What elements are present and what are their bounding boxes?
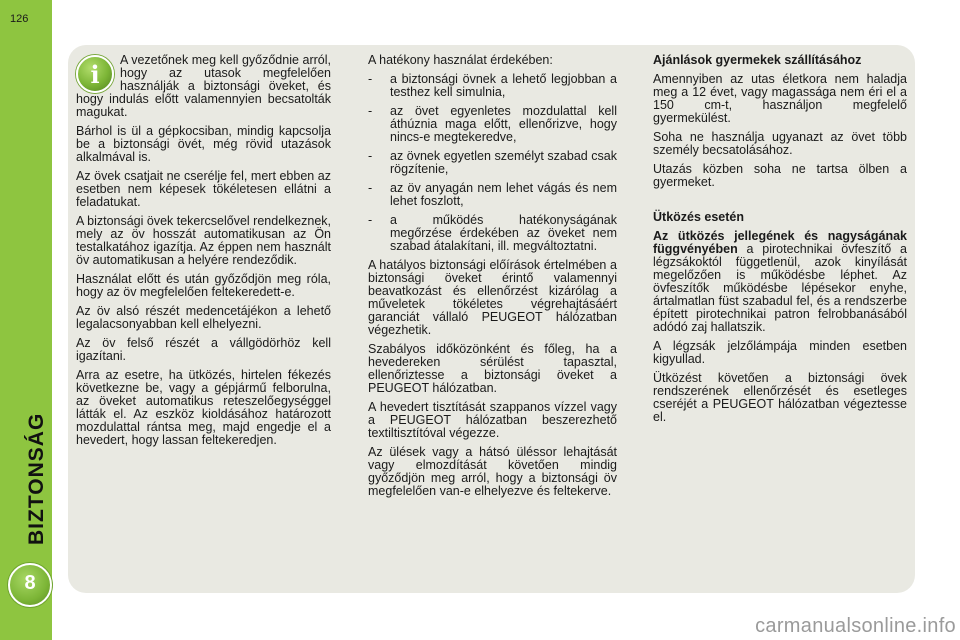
collision-lead-bold: Az ütközés jellegének és nagyságának függvényében bbox=[653, 229, 907, 256]
col1-paragraph: Bárhol is ül a gépkocsiban, mindig kapcsolja be a biztonsági övét, még rövid utazások alkalmával is. bbox=[76, 124, 331, 164]
bullet-item: - az övet egyenletes mozdulattal kell áthúznia maga előtt, ellenőrizve, hogy nincs-e megtekeredve, bbox=[368, 105, 617, 144]
col3-paragraph: Soha ne használja ugyanazt az övet több személy becsatolásához. bbox=[653, 130, 907, 157]
section-gap bbox=[653, 195, 907, 211]
column-1 bbox=[76, 54, 331, 453]
page-number: 126 bbox=[10, 13, 29, 25]
col1-paragraph: Arra az esetre, ha ütközés, hirtelen fékezés következne be, vagy a gépjármű felborulna, az öveket automatikus reteszelőegységgel látták el. Az eszköz kioldásához határozott mozdulattal rántsa meg, majd engedje el a hevedert, hogy lassan feltekeredjen. bbox=[76, 368, 331, 447]
col1-paragraph: Az övek csatjait ne cserélje fel, mert ebben az esetben nem képesek tökéletesen ellátni a feladatukat. bbox=[76, 169, 331, 209]
collision-heading: Ütközés esetén bbox=[653, 210, 745, 224]
col2-paragraph: A hevedert tisztítását szappanos vízzel vagy a PEUGEOT hálózatban beszerezhető textiltisztítóval végezze. bbox=[368, 400, 617, 440]
col1-paragraph: A biztonsági övek tekercselővel rendelkeznek, mely az öv hosszát automatikusan az Ön testalkatához igazítja. Az éppen nem használt öv automatikusan a helyére rendeződik. bbox=[76, 214, 332, 267]
column-2 bbox=[368, 54, 617, 504]
collision-lead-paragraph bbox=[653, 230, 907, 334]
bullet-item: - az övnek egyetlen személyt szabad csak rögzítenie, bbox=[368, 150, 617, 176]
col2-paragraph: Az ülések vagy a hátsó üléssor lehajtását vagy elmozdítását követően mindig győződjön meg arról, hogy a biztonsági öv megfelelően van-e elhelyezve és feltekerve. bbox=[368, 445, 617, 498]
info-icon-glyph: i bbox=[90, 60, 100, 89]
chapter-title: BIZTONSÁG bbox=[25, 412, 48, 545]
child-transport-heading: Ajánlások gyermekek szállításához bbox=[653, 53, 862, 67]
collision-lead-text: a pirotechnikai övfeszítő a légzsákoktól függetlenül, azok kinyílását megelőzően is működésbe léphet. Az övfeszítők működésbe lépésekor enyhe, ártalmatlan füst szabadul fel, és a rendszerbe épített pirotechnikai patron felrobbanásából adódó zaj hallatszik. bbox=[653, 242, 907, 334]
col1-paragraph: Használat előtt és után győződjön meg róla, hogy az öv megfelelően feltekeredett-e. bbox=[76, 272, 331, 299]
col3-paragraph: Amennyiben az utas életkora nem haladja meg a 12 évet, vagy magassága nem éri el a 150 cm-t, használjon megfelelő gyermekülést. bbox=[653, 72, 907, 125]
chapter-side-band bbox=[0, 38, 52, 640]
col1-paragraph: Az öv alsó részét medencetájékon a lehető legalacsonyabban kell elhelyezni. bbox=[76, 304, 331, 331]
column-3 bbox=[653, 54, 907, 430]
col2-paragraph: A hatályos biztonsági előírások értelmében a biztonsági öveket érintő valamennyi beavatkozást és ellenőrzést kizárólag a műveletek tökéletes végrehajtásáért garanciát vállaló PEUGEOT hálózatban végezhetik. bbox=[368, 258, 617, 337]
col1-paragraph: Az öv felső részét a vállgödörhöz kell igazítani. bbox=[76, 336, 331, 363]
col3-paragraph: A légzsák jelzőlámpája minden esetben kigyullad. bbox=[653, 339, 907, 366]
chapter-number: 8 bbox=[24, 572, 36, 594]
bullet-item: - az öv anyagán nem lehet vágás és nem lehet foszlott, bbox=[368, 182, 617, 208]
bullet-item: - a működés hatékonyságának megőrzése érdekében az öveket nem szabad átalakítani, ill. megváltoztatni. bbox=[368, 214, 617, 253]
col3-paragraph: Ütközést követően a biztonsági övek rendszerének ellenőrzését és esetleges cseréjét a PEUGEOT hálózatban végeztesse el. bbox=[653, 371, 907, 424]
col2-paragraph: Szabályos időközönként és főleg, ha a hevedereken sérülést tapasztal, ellenőriztesse a biztonsági öveket a PEUGEOT hálózatban. bbox=[368, 342, 617, 395]
col1-paragraph: A vezetőnek meg kell győződnie arról, hogy az utasok megfelelően használják a biztonsági öveket, és hogy indulás előtt valamennyien becsatolták magukat. bbox=[76, 53, 331, 119]
icon-spacer bbox=[76, 54, 120, 92]
watermark-text: carmanualsonline.info bbox=[755, 615, 956, 637]
chapter-number-badge bbox=[8, 563, 52, 607]
bullet-item: - a biztonsági övnek a lehető legjobban a testhez kell simulnia, bbox=[368, 73, 617, 99]
col3-paragraph: Utazás közben soha ne tartsa ölben a gyermeket. bbox=[653, 162, 907, 189]
col2-intro: A hatékony használat érdekében: bbox=[368, 53, 553, 67]
